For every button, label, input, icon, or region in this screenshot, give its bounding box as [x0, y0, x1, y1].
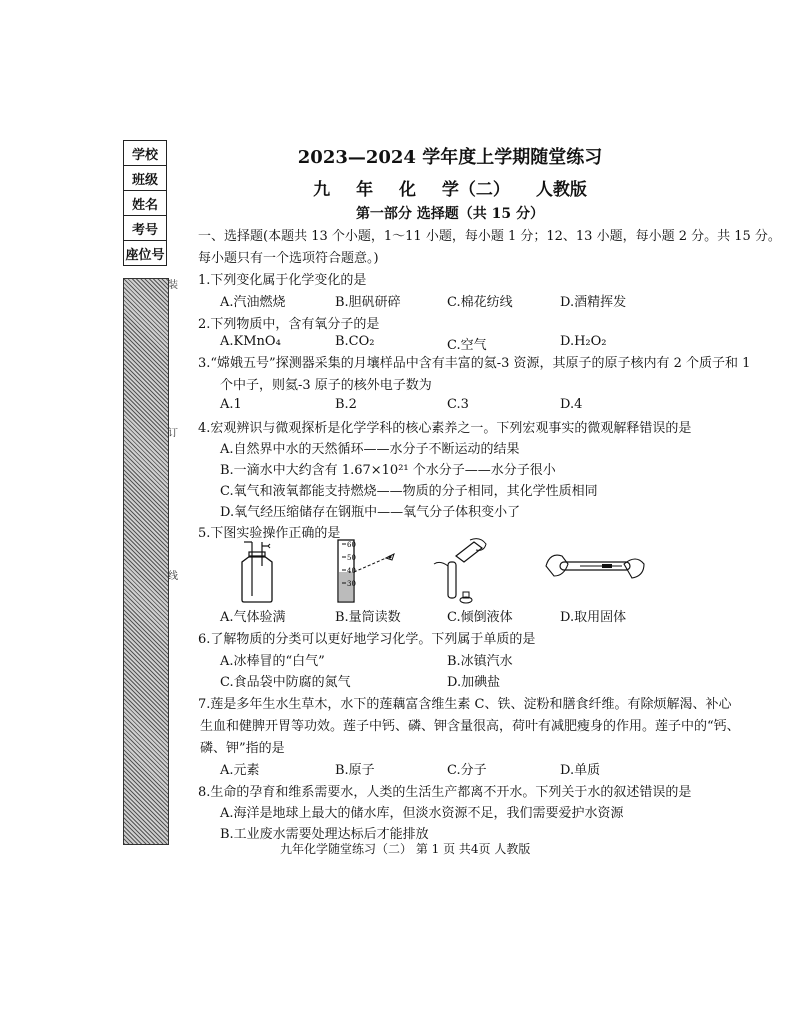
cylinder-tick-50: 50 [347, 554, 356, 562]
q2-option-c: C.空气 [447, 338, 487, 353]
instructions-line-1: 一、选择题(本题共 13 个小题，1～11 小题，每小题 1 分；12、13 小题，每小题 2 分。共 15 分。 [198, 229, 781, 244]
q6-stem: 6.了解物质的分类可以更好地学习化学。下列属于单质的是 [198, 632, 536, 647]
q6-option-b: B.冰镇汽水 [447, 654, 513, 669]
q5-option-b: B.量筒读数 [335, 610, 401, 625]
exam-number-label: 考号 [123, 215, 167, 240]
q1-option-b: B.胆矾研碎 [335, 295, 401, 310]
q5-stem: 5.下图实验操作正确的是 [198, 526, 341, 541]
binding-mark-xian: 线 [168, 571, 178, 582]
q6-option-a: A.冰棒冒的“白气” [220, 654, 325, 669]
q7-stem-line-1: 7.莲是多年生水生草木，水下的莲藕富含维生素 C、铁、淀粉和膳食纤维。有除烦解渴、补心 [198, 697, 732, 712]
q4-option-d: D.氧气经压缩储存在钢瓶中——氧气分子体积变小了 [220, 505, 521, 520]
binding-strip [123, 278, 169, 845]
q5-option-a: A.气体验满 [220, 610, 286, 625]
q1-option-a: A.汽油燃烧 [220, 295, 286, 310]
adding-solid-figure [540, 542, 650, 598]
q7-option-a: A.元素 [220, 763, 260, 778]
binding-mark-ding: 订 [168, 428, 178, 439]
gas-bottle-figure [232, 540, 282, 604]
q3-stem-line-1: 3.“嫦娥五号”探测器采集的月壤样品中含有丰富的氦-3 资源，其原子的原子核内有 2 个质子和 1 [198, 356, 751, 371]
cylinder-tick-60: 60 [347, 541, 356, 549]
graduated-cylinder-figure [328, 538, 408, 604]
q3-option-c: C.3 [447, 397, 469, 412]
q7-stem-line-2: 生血和健脾开胃等功效。莲子中钙、磷、钾含量很高，荷叶有减肥瘦身的作用。莲子中的“钙、 [200, 719, 740, 734]
q3-option-d: D.4 [560, 397, 583, 412]
q2-option-d: D.H₂O₂ [560, 334, 607, 349]
q4-stem: 4.宏观辨识与微观探析是化学学科的核心素养之一。下列宏观事实的微观解释错误的是 [198, 421, 692, 436]
q8-option-b: B.工业废水需要处理达标后才能排放 [220, 827, 429, 842]
q7-option-d: D.单质 [560, 763, 601, 778]
part-heading: 第一部分 选择题（共 15 分） [355, 206, 545, 222]
name-label: 姓名 [123, 190, 167, 215]
school-label: 学校 [123, 140, 167, 165]
q2-stem: 2.下列物质中，含有氧分子的是 [198, 317, 380, 332]
q2-option-b: B.CO₂ [335, 334, 375, 349]
q4-option-c: C.氧气和液氧都能支持燃烧——物质的分子相同，其化学性质相同 [220, 484, 598, 499]
q6-option-d: D.加碘盐 [447, 675, 501, 690]
q3-option-b: B.2 [335, 397, 357, 412]
class-label: 班级 [123, 165, 167, 190]
q2-option-a: A.KMnO₄ [220, 334, 281, 349]
q7-option-b: B.原子 [335, 763, 375, 778]
page-title: 2023—2024 学年度上学期随堂练习 [297, 147, 603, 168]
cylinder-tick-30: 30 [347, 580, 356, 588]
q3-stem-line-2: 个中子，则氦-3 原子的核外电子数为 [220, 378, 432, 393]
cylinder-tick-40: 40 [347, 567, 356, 575]
page-subtitle: 九 年 化 学（二） 人教版 [313, 180, 587, 200]
q6-option-c: C.食品袋中防腐的氮气 [220, 675, 351, 690]
q1-option-d: D.酒精挥发 [560, 295, 627, 310]
q3-option-a: A.1 [220, 397, 242, 412]
pouring-liquid-figure [430, 536, 490, 606]
page-footer: 九年化学随堂练习（二） 第 1 页 共4页 人教版 [280, 842, 531, 856]
instructions-line-2: 每小题只有一个选项符合题意。) [198, 251, 379, 266]
q8-option-a: A.海洋是地球上最大的储水库，但淡水资源不足，我们需要爱护水资源 [220, 806, 624, 821]
seat-number-label: 座位号 [123, 240, 167, 266]
q5-option-d: D.取用固体 [560, 610, 627, 625]
q7-stem-line-3: 磷、钾”指的是 [200, 741, 285, 756]
q5-option-c: C.倾倒液体 [447, 610, 513, 625]
q1-stem: 1.下列变化属于化学变化的是 [198, 273, 367, 288]
q8-stem: 8.生命的孕育和维系需要水，人类的生活生产都离不开水。下列关于水的叙述错误的是 [198, 785, 692, 800]
q4-option-a: A.自然界中水的天然循环——水分子不断运动的结果 [220, 442, 520, 457]
q7-option-c: C.分子 [447, 763, 487, 778]
student-info-box [123, 140, 167, 266]
binding-mark-zhuang: 装 [168, 280, 178, 291]
q1-option-c: C.棉花纺线 [447, 295, 513, 310]
q4-option-b: B.一滴水中大约含有 1.67×10²¹ 个水分子——水分子很小 [220, 463, 556, 478]
